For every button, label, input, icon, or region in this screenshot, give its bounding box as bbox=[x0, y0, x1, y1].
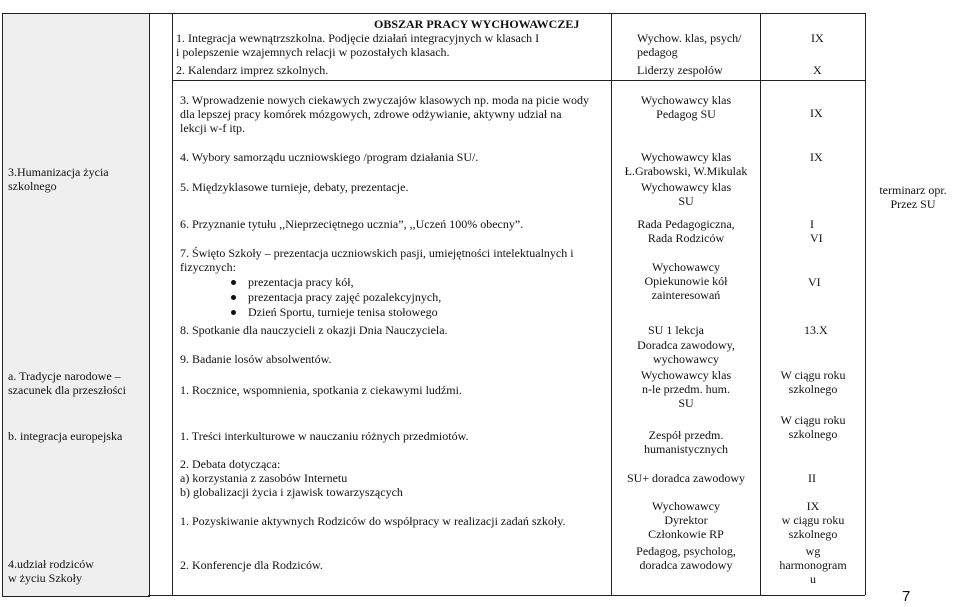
bullet-icon bbox=[231, 295, 236, 300]
row-text: 9. Badanie losów absolwentów. bbox=[180, 352, 332, 366]
row-responsible: Wychowawcy klas Ł.Grabowski, W.Mikulak bbox=[624, 150, 748, 178]
page-title: OBSZAR PRACY WYCHOWAWCZEJ bbox=[374, 17, 580, 31]
row-text: 1. Treści interkulturowe w nauczaniu różnych przedmiotów. bbox=[180, 429, 469, 443]
section-column bbox=[2, 13, 150, 597]
section-label: 3.Humanizacja życia szkolnego bbox=[8, 165, 109, 193]
list-item: prezentacja pracy zajęć pozalekcyjnych, bbox=[248, 290, 442, 304]
row-responsible: Liderzy zespołów bbox=[637, 63, 723, 77]
row-text: 8. Spotkanie dla nauczycieli z okazji Dnia Nauczyciela. bbox=[180, 323, 448, 337]
row-text: 1. Integracja wewnątrzszkolna. Podjęcie działań integracyjnych w klasach I i polepszenie wzajemnych relacji w pozostałych klasach. bbox=[176, 31, 540, 59]
section-label: a. Tradycje narodowe – szacunek dla przeszłości bbox=[8, 369, 126, 397]
row-deadline: X bbox=[813, 63, 822, 77]
row-text: 7. Święto Szkoły – prezentacja uczniowskich pasji, umiejętności intelektualnych i fizycznych: bbox=[180, 246, 574, 274]
row-responsible: Wychowawcy klas n-le przedm. hum. SU bbox=[640, 368, 732, 410]
row-deadline: 13.X bbox=[804, 323, 828, 337]
row-deadline: I VI bbox=[810, 217, 823, 245]
grid-line bbox=[172, 80, 865, 81]
row-text: 2. Konferencje dla Rodziców. bbox=[180, 558, 323, 572]
row-deadline: IX bbox=[811, 31, 824, 45]
row-deadline: W ciągu roku szkolnego bbox=[780, 368, 846, 396]
grid-line bbox=[865, 13, 866, 595]
bullet-icon bbox=[231, 310, 236, 315]
list-item: Dzień Sportu, turnieje tenisa stołowego bbox=[248, 305, 438, 319]
row-responsible: Wychow. klas, psych/ pedagog bbox=[637, 31, 742, 59]
section-label: 4.udział rodziców w życiu Szkoły bbox=[8, 557, 94, 585]
row-deadline: IX w ciągu roku szkolnego bbox=[781, 499, 845, 541]
row-responsible: Wychowawcy klas Pedagog SU bbox=[640, 93, 732, 121]
grid-line bbox=[148, 595, 865, 596]
row-responsible: SU+ doradca zawodowy bbox=[626, 471, 746, 485]
row-responsible: Wychowawcy Dyrektor Członkowie RP bbox=[648, 499, 724, 541]
row-deadline: II bbox=[808, 471, 816, 485]
row-responsible: Wychowawcy Opiekunowie kół zainteresowań bbox=[644, 260, 728, 302]
row-responsible: SU 1 lekcja bbox=[648, 323, 704, 337]
page-number: 7 bbox=[902, 588, 911, 605]
list-item: prezentacja pracy kół, bbox=[248, 275, 354, 289]
row-responsible: Zespół przedm. humanistycznych bbox=[644, 428, 728, 456]
row-responsible: Pedagog, psycholog, doradca zawodowy bbox=[636, 544, 736, 572]
row-text: 6. Przyznanie tytułu ,,Nieprzeciętnego ucznia”, ,,Uczeń 100% obecny”. bbox=[180, 217, 524, 231]
section-label: b. integracja europejska bbox=[8, 429, 123, 443]
row-deadline: wg harmonogram u bbox=[779, 544, 847, 586]
row-deadline: W ciągu roku szkolnego bbox=[780, 413, 846, 441]
row-text: 3. Wprowadzenie nowych ciekawych zwyczajów klasowych np. moda na picie wody dla lepszej pracy komórek mózgowych, zdrowe odżywianie, aktywny udział na lekcji w-f itp. bbox=[180, 93, 589, 135]
row-deadline: IX bbox=[810, 150, 823, 164]
row-text: 2. Debata dotycząca: a) korzystania z zasobów Internetu b) globalizacji życia i zjawisk towarzyszących bbox=[180, 457, 403, 499]
row-note: terminarz opr. Przez SU bbox=[879, 183, 947, 211]
grid-line bbox=[172, 13, 173, 595]
row-text: 1. Pozyskiwanie aktywnych Rodziców do współpracy w realizacji zadań szkoły. bbox=[180, 514, 566, 528]
row-text: 5. Międzyklasowe turnieje, debaty, prezentacje. bbox=[180, 180, 409, 194]
row-responsible: Doradca zawodowy, wychowawcy bbox=[637, 338, 735, 366]
bullet-icon bbox=[231, 280, 236, 285]
row-responsible: Wychowawcy klas SU bbox=[640, 180, 732, 208]
grid-line bbox=[148, 13, 865, 14]
row-text: 4. Wybory samorządu uczniowskiego /program działania SU/. bbox=[180, 150, 479, 164]
row-text: 1. Rocznice, wspomnienia, spotkania z ciekawymi ludźmi. bbox=[180, 383, 462, 397]
row-text: 2. Kalendarz imprez szkolnych. bbox=[176, 63, 329, 77]
row-deadline: IX bbox=[810, 106, 823, 120]
row-responsible: Rada Pedagogiczna, Rada Rodziców bbox=[637, 217, 735, 245]
row-deadline: VI bbox=[808, 275, 821, 289]
